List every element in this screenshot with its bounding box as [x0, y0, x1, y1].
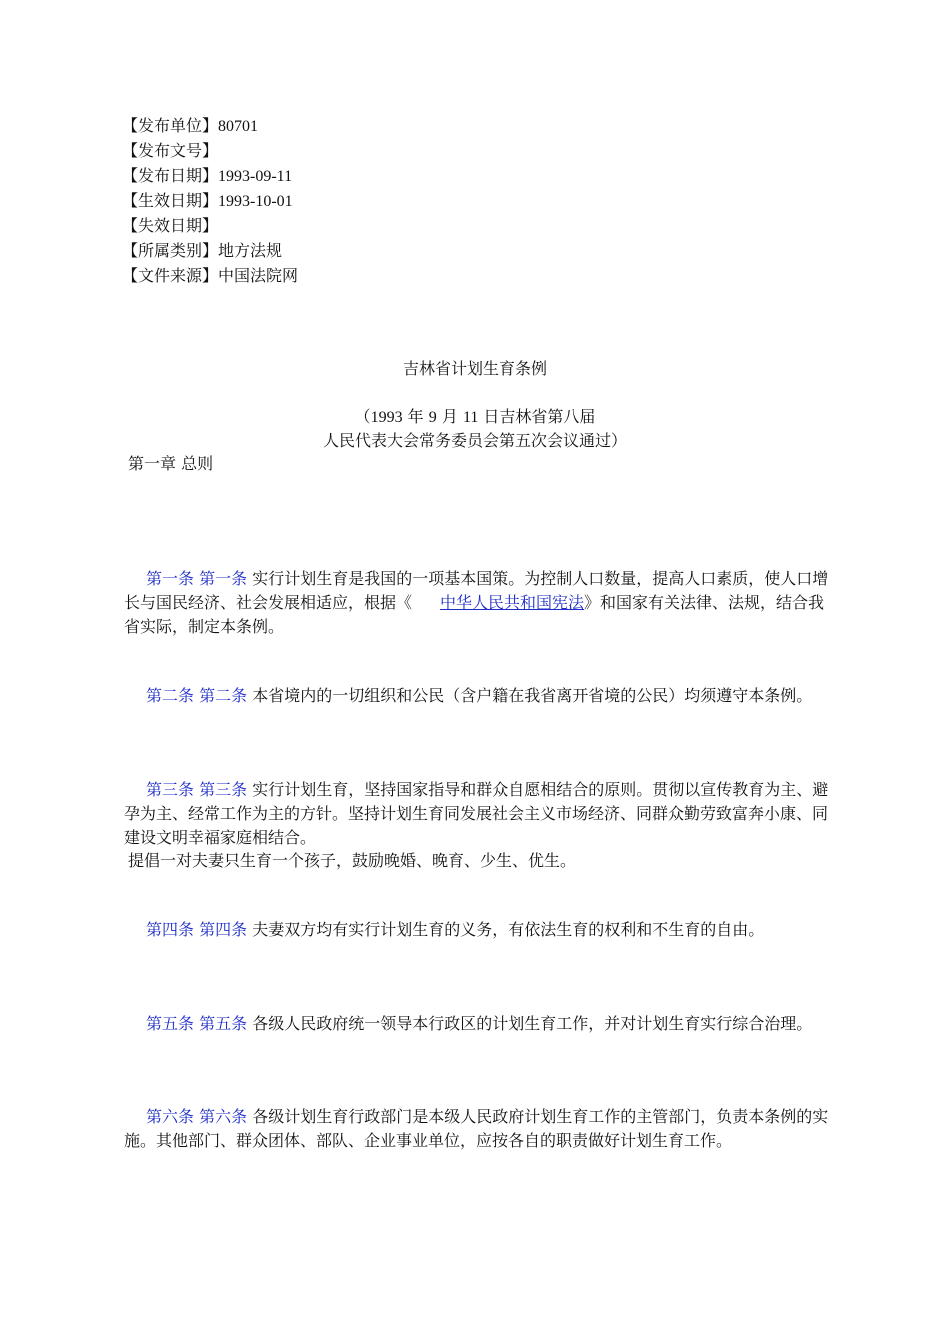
- meta-value: 地方法规: [218, 241, 283, 260]
- article-6: [124, 1105, 834, 1153]
- meta-value: 1993-09-11: [218, 168, 293, 185]
- meta-label: 【生效日期】: [122, 191, 219, 210]
- article-5: [124, 1012, 834, 1036]
- meta-expiry-date: [122, 214, 218, 239]
- article-label: 第五条: [146, 1014, 195, 1033]
- article-text: 》和国家有关法律、法规，结合我省实际，制定本条例。: [124, 593, 825, 636]
- meta-value: 1993-10-01: [218, 193, 293, 210]
- article-text: 各级计划生育行政部门是本级人民政府计划生育工作的主管部门，负责本条例的实施。其他部门、群众团体、部队、企业事业单位，应按各自的职责做好计划生育工作。: [124, 1107, 829, 1150]
- article-label: 第六条: [146, 1107, 195, 1126]
- meta-publish-date: [122, 164, 292, 189]
- constitution-link[interactable]: 中华人民共和国宪法: [440, 593, 585, 612]
- subtitle-line-2: 人民代表大会常务委员会第五次会议通过）: [322, 431, 627, 450]
- meta-value: 中国法院网: [218, 266, 299, 285]
- subtitle-line-1: （1993 年 9 月 11 日吉林省第八届: [354, 407, 596, 426]
- meta-doc-number: [122, 139, 218, 164]
- article-label: 第四条: [199, 920, 248, 939]
- meta-source: [122, 264, 298, 288]
- article-text: 各级人民政府统一领导本行政区的计划生育工作，并对计划生育实行综合治理。: [247, 1014, 813, 1033]
- article-1: [124, 567, 834, 639]
- meta-label: 【发布文号】: [122, 141, 219, 160]
- meta-label: 【失效日期】: [122, 216, 219, 235]
- article-label: 第六条: [199, 1107, 248, 1126]
- meta-label: 【文件来源】: [122, 266, 219, 285]
- document-title: 吉林省计划生育条例: [402, 359, 547, 378]
- meta-label: 【所属类别】: [122, 241, 219, 260]
- article-text: 实行计划生育，坚持国家指导和群众自愿相结合的原则。贯彻以宣传教育为主、避孕为主、经常工作为主的方针。坚持计划生育同发展社会主义市场经济、同群众勤劳致富奔小康、同建设文明幸福家庭相结合。: [124, 780, 829, 847]
- meta-effective-date: [122, 189, 293, 214]
- article-text: 本省境内的一切组织和公民（含户籍在我省离开省境的公民）均须遵守本条例。: [247, 686, 813, 705]
- chapter-heading: 第一章 总则: [128, 454, 214, 473]
- meta-label: 【发布日期】: [122, 166, 219, 185]
- article-label: 第二条: [146, 686, 195, 705]
- article-3: [124, 778, 834, 850]
- article-label: 第一条: [199, 569, 248, 588]
- article-label: 第二条: [199, 686, 248, 705]
- meta-value: 80701: [218, 118, 259, 135]
- meta-label: 【发布单位】: [122, 116, 219, 135]
- article-label: 第四条: [146, 920, 195, 939]
- article-label: 第五条: [199, 1014, 248, 1033]
- meta-publisher: [122, 114, 258, 139]
- meta-category: [122, 239, 282, 263]
- article-text: 实行计划生育是我国的一项基本国策。为控制人口数量，提高人口素质，使人口增长与国民经济、社会发展相适应，根据《: [124, 569, 829, 612]
- article-text: 夫妻双方均有实行计划生育的义务，有依法生育的权利和不生育的自由。: [247, 920, 765, 939]
- article-label: 第三条: [146, 780, 195, 799]
- article-4: [124, 918, 834, 942]
- article-label: 第一条: [146, 569, 195, 588]
- article-3-extra: 提倡一对夫妻只生育一个孩子，鼓励晚婚、晚育、少生、优生。: [128, 851, 577, 870]
- article-2: [124, 684, 834, 708]
- article-label: 第三条: [199, 780, 248, 799]
